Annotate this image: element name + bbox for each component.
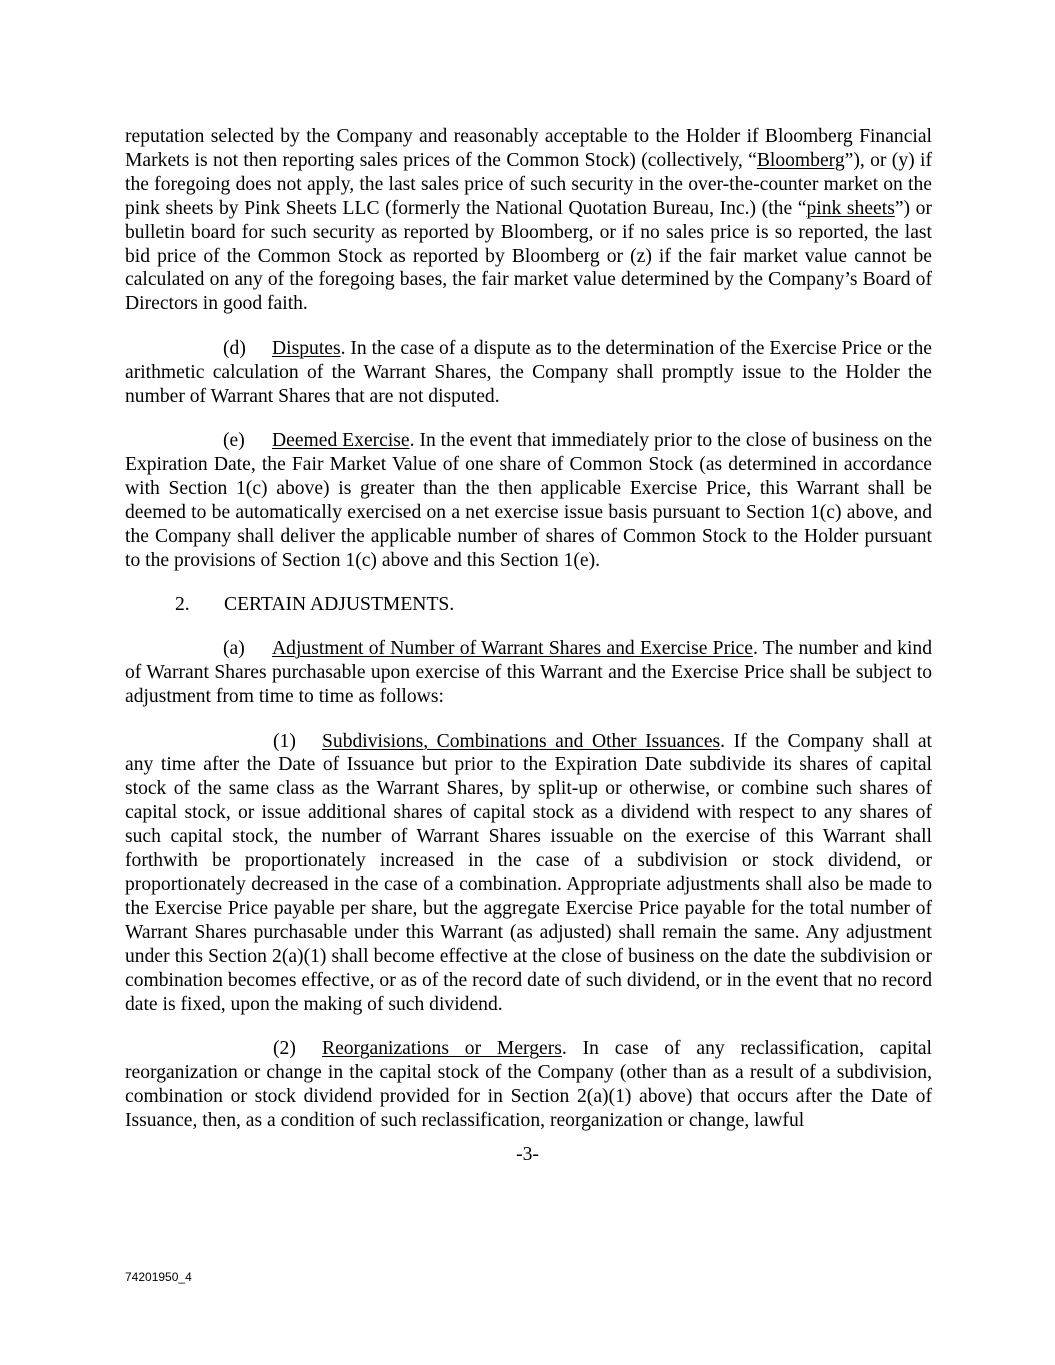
text-run: reputation selected by the Company and reasonably acceptable to the Holder if Bloomberg Financial Markets is not then reporting sales prices of the Common Stock) (collectively, “ bbox=[125, 126, 932, 171]
heading-number: 2. bbox=[175, 593, 190, 615]
continued-paragraph bbox=[125, 125, 932, 316]
text-run: ”), or (y) if the foregoing does not apply, the last sales price of such security in the over-the-counter market on the pink sheets by Pink Sheets LLC (formerly the National Quotation Bureau, Inc.) (the “ bbox=[125, 149, 932, 219]
defined-term-pink-sheets: pink sheets bbox=[806, 197, 895, 219]
section-title: Deemed Exercise bbox=[272, 429, 410, 451]
section-text: . If the Company shall at any time after the Date of Issuance but prior to the Expiration Date subdivide its shares of capital stock of the same class as the Warrant Shares, by split-up or otherwise, or combine such shares of capital stock, or issue additional shares of capital stock as a dividend with respect to any shares of such capital stock, the number of Warrant Shares issuable on the exercise of this Warrant shall forthwith be proportionately increased in the case of a subdivision or stock dividend, or proportionately decreased in the case of a combination. Appropriate adjustments shall also be made to the Exercise Price payable per share, but the aggregate Exercise Price payable for the total number of Warrant Shares purchasable under this Warrant (as adjusted) shall remain the same. Any adjustment under this Section 2(a)(1) shall become effective at the close of business on the date the subdivision or combination becomes effective, or as of the record date of such dividend, or in the event that no record date is fixed, upon the making of such dividend. bbox=[125, 730, 932, 1015]
section-text: . The number and kind of Warrant Shares purchasable upon exercise of this Warrant and the Exercise Price shall be subject to adjustment from time to time as follows: bbox=[125, 638, 932, 708]
defined-term-bloomberg: Bloomberg bbox=[756, 149, 845, 171]
section-marker: (a) bbox=[223, 638, 245, 660]
section-title: Subdivisions, Combinations and Other Issuances bbox=[322, 730, 721, 752]
section-marker: (d) bbox=[223, 337, 246, 359]
section-1d-disputes bbox=[125, 337, 932, 409]
section-text: . In the case of a dispute as to the determination of the Exercise Price or the arithmetic calculation of the Warrant Shares, the Company shall promptly issue to the Holder the number of Warrant Shares that are not disputed. bbox=[125, 337, 932, 407]
section-2a2-reorganizations bbox=[125, 1037, 932, 1133]
text-run: ”) or bulletin board for such security as reported by Bloomberg, or if no sales price is so reported, the last bid price of the Common Stock as reported by Bloomberg or (z) if the fair market value cannot be calculated on any of the foregoing bases, the fair market value determined by the Company’s Board of Directors in good faith. bbox=[125, 197, 932, 315]
section-2a1-subdivisions bbox=[125, 730, 932, 1017]
heading-title: CERTAIN ADJUSTMENTS. bbox=[224, 593, 455, 615]
section-2a-adjustment bbox=[125, 637, 932, 709]
page-body bbox=[125, 125, 932, 1133]
section-text: . In the event that immediately prior to the close of business on the Expiration Date, the Fair Market Value of one share of Common Stock (as determined in accordance with Section 1(c) above) is greater than the then applicable Exercise Price, this Warrant shall be deemed to be automatically exercised on a net exercise issue basis pursuant to Section 1(c) above, and the Company shall deliver the applicable number of shares of Common Stock to the Holder pursuant to the provisions of Section 1(c) above and this Section 1(e). bbox=[125, 429, 933, 571]
section-2-heading bbox=[125, 593, 932, 617]
section-title: Disputes bbox=[272, 337, 341, 359]
section-title: Adjustment of Number of Warrant Shares and Exercise Price bbox=[272, 638, 753, 660]
section-text: . In case of any reclassification, capital reorganization or change in the capital stock of the Company (other than as a result of a subdivision, combination or stock dividend provided for in Section 2(a)(1) above) that occurs after the Date of Issuance, then, as a condition of such reclassification, reorganization or change, lawful bbox=[125, 1037, 932, 1131]
page-number: -3- bbox=[516, 1144, 539, 1165]
section-1e-deemed-exercise bbox=[125, 429, 932, 572]
section-title: Reorganizations or Mergers bbox=[322, 1037, 562, 1059]
section-marker: (2) bbox=[273, 1037, 296, 1059]
document-id: 74201950_4 bbox=[125, 1270, 192, 1284]
section-marker: (e) bbox=[223, 429, 245, 451]
section-marker: (1) bbox=[273, 730, 296, 752]
